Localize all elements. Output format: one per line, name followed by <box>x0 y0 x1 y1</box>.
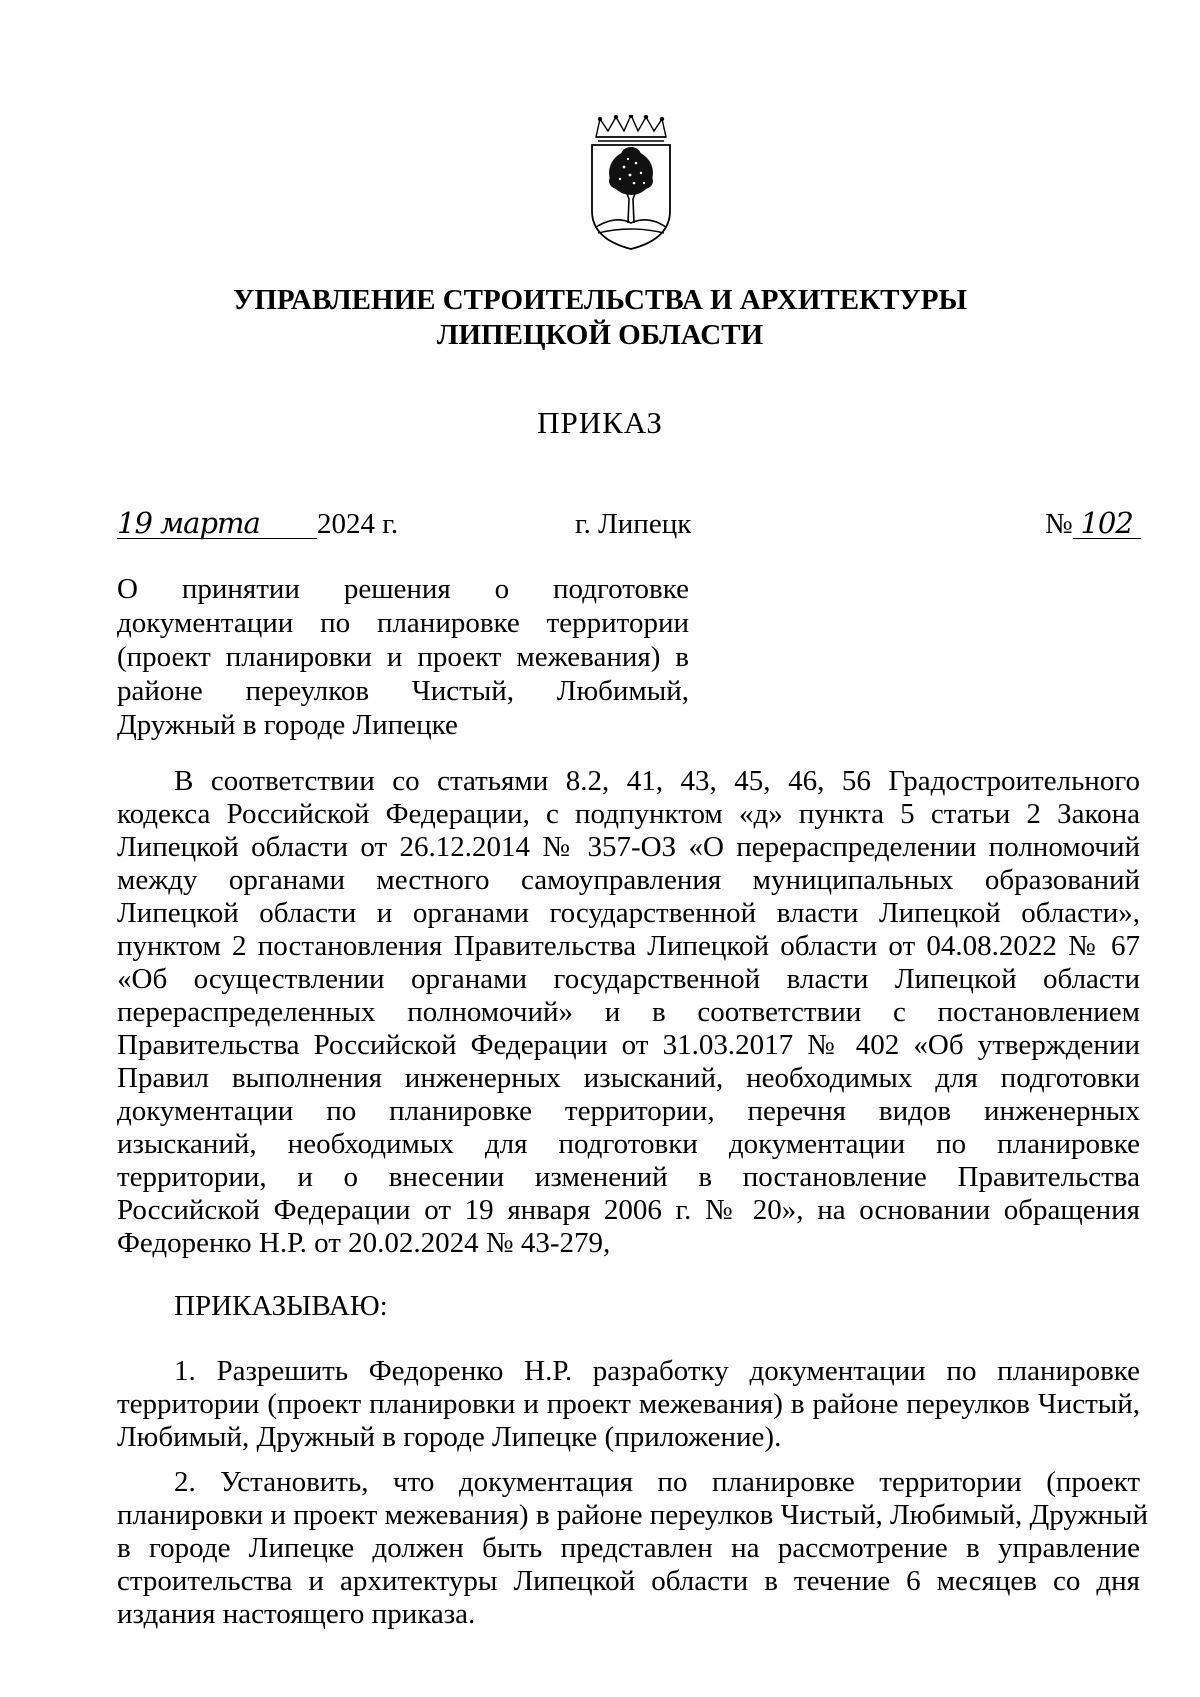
preamble-line: Липецкой области и органами государственной власти Липецкой области», <box>117 897 1140 929</box>
preamble-line: перераспределенных полномочий» и в соответствии с постановлением <box>117 996 1140 1028</box>
preamble-line: между органами местного самоуправления муниципальных образований <box>117 864 1140 896</box>
preamble-line: Правительства Российской Федерации от 31.03.2017 № 402 «Об утверждении <box>117 1029 1140 1061</box>
preamble-line: территории, и о внесении изменений в постановление Правительства <box>117 1161 1140 1193</box>
preamble-line: Российской Федерации от 19 января 2006 г. № 20», на основании обращения <box>117 1194 1140 1226</box>
document-city: г. Липецк <box>575 508 692 540</box>
item-line: в городе Липецке должен быть представлен на рассмотрение в управление <box>117 1532 1140 1564</box>
preamble-line: Федоренко Н.Р. от 20.02.2024 № 43-279, <box>117 1227 611 1259</box>
item-line: планировки и проект межевания) в районе переулков Чистый, Любимый, Дружный <box>117 1499 1149 1531</box>
handwritten-number: 102 <box>1073 508 1141 539</box>
preamble-line: документации по планировке территории, перечня видов инженерных <box>117 1095 1140 1127</box>
item-line: Любимый, Дружный в городе Липецке (приложение). <box>117 1421 782 1453</box>
preamble-line: «Об осуществлении органами государственной власти Липецкой области <box>117 963 1140 995</box>
preamble-line: изысканий, необходимых для подготовки документации по планировке <box>117 1128 1140 1160</box>
order-directive-word: ПРИКАЗЫВАЮ: <box>174 1290 388 1322</box>
document-number <box>1045 508 1141 541</box>
document-date <box>117 508 398 541</box>
order-item-2 <box>117 1466 1149 1631</box>
item-line: 2. Установить, что документация по планировке территории (проект <box>174 1466 1140 1498</box>
preamble-line: В соответствии со статьями 8.2, 41, 43, 45, 46, 56 Градостроительного <box>174 765 1140 797</box>
order-item-1 <box>117 1355 1140 1454</box>
item-line: издания настоящего приказа. <box>117 1598 476 1630</box>
document-type-title: ПРИКАЗ <box>537 405 663 440</box>
number-prefix: № <box>1045 508 1073 540</box>
document-year: 2024 г. <box>317 508 399 540</box>
subject-line: районе переулков Чистый, Любимый, <box>117 675 689 707</box>
preamble-line: Липецкой области от 26.12.2014 № 357-ОЗ «О перераспределении полномочий <box>117 831 1140 863</box>
preamble-line: пунктом 2 постановления Правительства Липецкой области от 04.08.2022 № 67 <box>117 930 1140 962</box>
subject-line: документации по планировке территории <box>117 607 689 639</box>
subject-line: (проект планировки и проект межевания) в <box>117 641 689 673</box>
subject-line: Дружный в городе Липецке <box>117 709 458 741</box>
item-line: 1. Разрешить Федоренко Н.Р. разработку документации по планировке <box>174 1355 1140 1387</box>
organization-name-line2: ЛИПЕЦКОЙ ОБЛАСТИ <box>436 319 764 351</box>
item-line: строительства и архитектуры Липецкой области в течение 6 месяцев со дня <box>117 1565 1140 1597</box>
subject-line: О принятии решения о подготовке <box>117 573 689 605</box>
document-subject <box>117 572 689 742</box>
preamble-line: Правил выполнения инженерных изысканий, необходимых для подготовки <box>117 1062 1140 1094</box>
handwritten-date: 19 марта <box>117 508 317 539</box>
organization-name-line1: УПРАВЛЕНИЕ СТРОИТЕЛЬСТВА И АРХИТЕКТУРЫ <box>233 284 967 316</box>
item-line: территории (проект планировки и проект межевания) в районе переулков Чистый, <box>117 1388 1140 1420</box>
preamble-line: кодекса Российской Федерации, с подпунктом «д» пункта 5 статьи 2 Закона <box>117 798 1140 830</box>
preamble-paragraph <box>117 765 1140 1260</box>
coat-of-arms-emblem <box>586 115 676 251</box>
